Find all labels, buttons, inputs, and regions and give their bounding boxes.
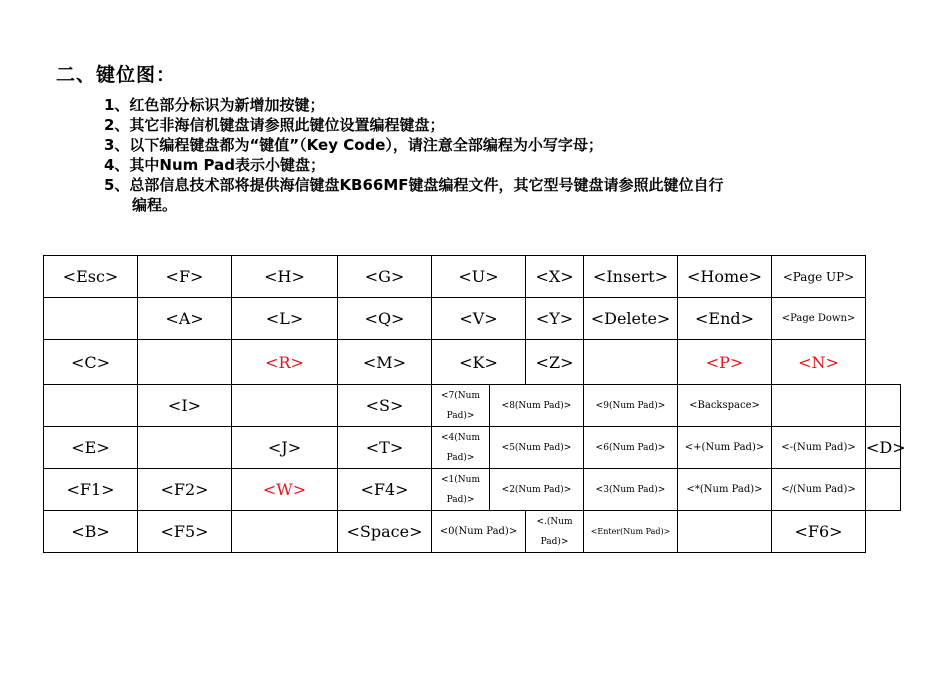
key-home: <Home>	[678, 256, 772, 298]
key-k: <K>	[432, 340, 526, 385]
keymap-row-6	[44, 469, 901, 511]
key-num-8: <8(Num Pad)>	[490, 385, 584, 427]
key-delete: <Delete>	[584, 298, 678, 340]
key-num-multiply: <*(Num Pad)>	[678, 469, 772, 511]
keymap-row-4	[44, 385, 901, 427]
key-d: <D>	[866, 427, 901, 469]
key-f2: <F2>	[138, 469, 232, 511]
key-num-7: <7(Num Pad)>	[432, 385, 490, 427]
key-num-minus: <-(Num Pad)>	[772, 427, 866, 469]
key-l: <L>	[232, 298, 338, 340]
key-num-9: <9(Num Pad)>	[584, 385, 678, 427]
notes-list	[104, 95, 904, 215]
note-1: 1、红色部分标识为新增加按键；	[104, 96, 325, 114]
key-e: <E>	[44, 427, 138, 469]
note-4: 4、其中Num Pad表示小键盘；	[104, 156, 325, 174]
note-2: 2、其它非海信机键盘请参照此键位设置编程键盘；	[104, 116, 445, 134]
keymap-row-1	[44, 256, 901, 298]
key-j: <J>	[232, 427, 338, 469]
empty-cell	[772, 385, 866, 427]
key-m: <M>	[338, 340, 432, 385]
key-insert: <Insert>	[584, 256, 678, 298]
key-n-new: <N>	[772, 340, 866, 385]
key-c: <C>	[44, 340, 138, 385]
key-r-new: <R>	[232, 340, 338, 385]
key-num-3: <3(Num Pad)>	[584, 469, 678, 511]
key-v: <V>	[432, 298, 526, 340]
empty-cell	[138, 340, 232, 385]
empty-cell	[866, 385, 901, 427]
key-num-0: <0(Num Pad)>	[432, 511, 526, 553]
key-y: <Y>	[526, 298, 584, 340]
key-esc: <Esc>	[44, 256, 138, 298]
key-f1: <F1>	[44, 469, 138, 511]
key-num-enter: <Enter(Num Pad)>	[584, 511, 678, 553]
key-num-1: <1(Num Pad)>	[432, 469, 490, 511]
key-g: <G>	[338, 256, 432, 298]
empty-cell	[232, 511, 338, 553]
key-u: <U>	[432, 256, 526, 298]
key-w-new: <W>	[232, 469, 338, 511]
key-num-divide: </(Num Pad)>	[772, 469, 866, 511]
key-z: <Z>	[526, 340, 584, 385]
empty-cell	[584, 340, 678, 385]
keymap-table	[43, 255, 906, 553]
key-p-new: <P>	[678, 340, 772, 385]
section-heading: 二、键位图：	[56, 64, 177, 86]
empty-cell	[232, 385, 338, 427]
key-f: <F>	[138, 256, 232, 298]
key-backspace: <Backspace>	[678, 385, 772, 427]
key-end: <End>	[678, 298, 772, 340]
key-space: <Space>	[338, 511, 432, 553]
key-h: <H>	[232, 256, 338, 298]
key-f6: <F6>	[772, 511, 866, 553]
key-num-dot: <.(Num Pad)>	[526, 511, 584, 553]
key-num-6: <6(Num Pad)>	[584, 427, 678, 469]
key-f4: <F4>	[338, 469, 432, 511]
empty-cell	[866, 469, 901, 511]
key-num-4: <4(Num Pad)>	[432, 427, 490, 469]
note-5: 5、总部信息技术部将提供海信键盘KB66MF键盘编程文件，其它型号键盘请参照此键位自行	[104, 176, 724, 194]
key-a: <A>	[138, 298, 232, 340]
key-q: <Q>	[338, 298, 432, 340]
key-x: <X>	[526, 256, 584, 298]
key-f5: <F5>	[138, 511, 232, 553]
key-i: <I>	[138, 385, 232, 427]
key-t: <T>	[338, 427, 432, 469]
key-b: <B>	[44, 511, 138, 553]
key-page-up: <Page UP>	[772, 256, 866, 298]
keymap-row-7	[44, 511, 901, 553]
keymap-row-3	[44, 340, 901, 385]
keymap-row-5	[44, 427, 901, 469]
key-s: <S>	[338, 385, 432, 427]
empty-cell	[44, 298, 138, 340]
note-5-continued: 编程。	[132, 196, 178, 214]
key-num-2: <2(Num Pad)>	[490, 469, 584, 511]
key-num-plus: <+(Num Pad)>	[678, 427, 772, 469]
key-page-down: <Page Down>	[772, 298, 866, 340]
empty-cell	[138, 427, 232, 469]
note-3: 3、以下编程键盘都为“键值”（Key Code），请注意全部编程为小写字母；	[104, 136, 603, 154]
keymap-row-2	[44, 298, 901, 340]
empty-cell	[44, 385, 138, 427]
key-num-5: <5(Num Pad)>	[490, 427, 584, 469]
empty-cell	[678, 511, 772, 553]
